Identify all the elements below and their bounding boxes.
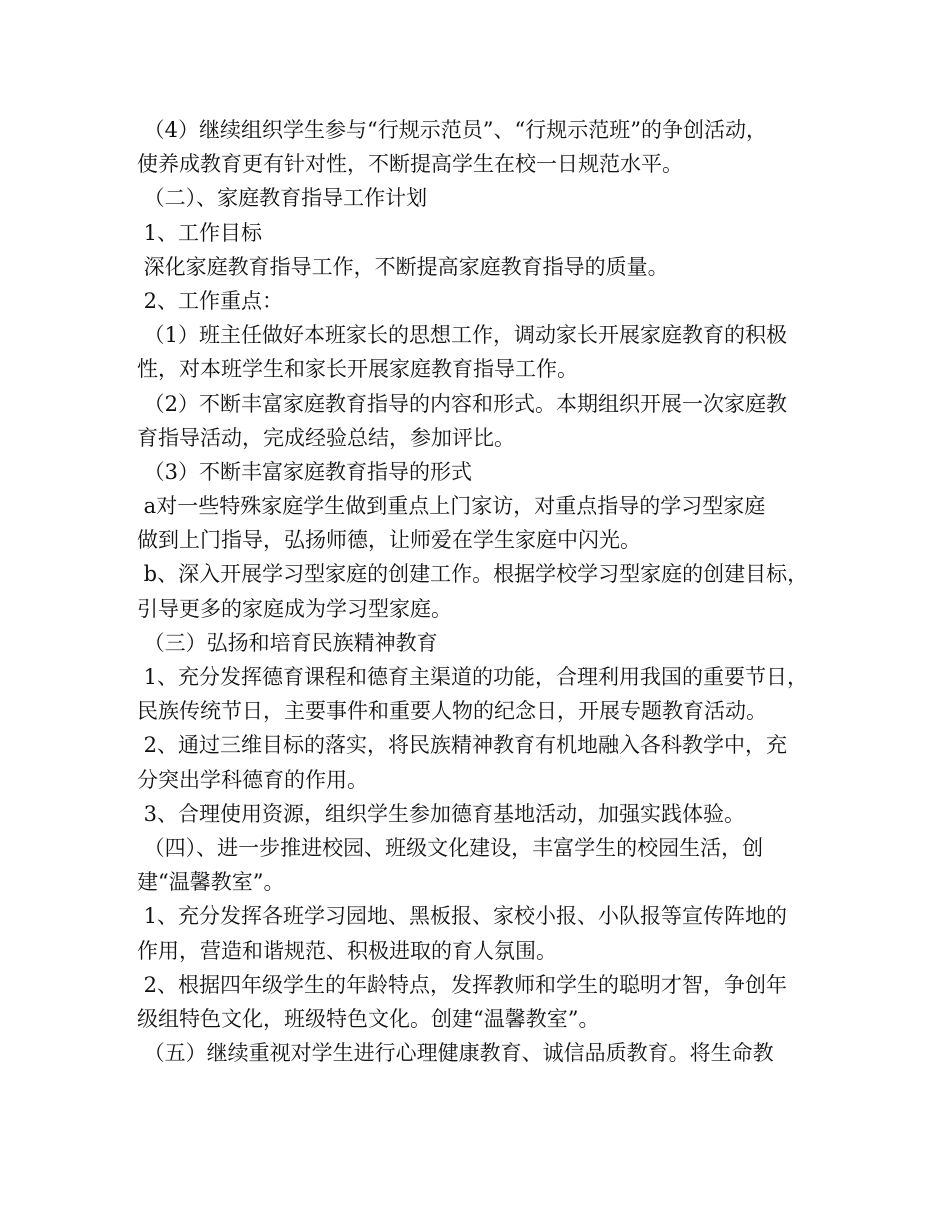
text-line: 建“温馨教室”。 [137, 870, 285, 895]
text-line: 2、根据四年级学生的年龄特点，发挥教师和学生的聪明才智，争创年 [137, 972, 788, 997]
text-line: （三）弘扬和培育民族精神教育 [137, 630, 438, 655]
text-line: 分突出学科德育的作用。 [137, 767, 368, 792]
text-line: （2）不断丰富家庭教育指导的内容和形式。本期组织开展一次家庭教 [137, 391, 788, 416]
text-line: 1、充分发挥各班学习园地、黑板报、家校小报、小队报等宣传阵地的 [137, 904, 788, 929]
text-line: 2、工作重点： [137, 288, 284, 313]
text-line: 3、合理使用资源，组织学生参加德育基地活动，加强实践体验。 [137, 801, 746, 826]
text-line: 2、通过三维目标的落实，将民族精神教育有机地融入各科教学中，充 [137, 733, 788, 758]
text-line: （3）不断丰富家庭教育指导的形式 [137, 459, 473, 484]
text-line: 1、充分发挥德育课程和德育主渠道的功能，合理利用我国的重要节日， [137, 665, 809, 689]
text-line: 1、工作目标 [137, 220, 263, 245]
text-line: （1）班主任做好本班家长的思想工作，调动家长开展家庭教育的积极 [137, 323, 788, 348]
text-line: 使养成教育更有针对性，不断提高学生在校一日规范水平。 [137, 152, 683, 177]
text-line: （4）继续组织学生参与“行规示范员”、“行规示范班”的争创活动， [137, 118, 767, 142]
document-body [137, 113, 837, 1070]
text-line: （五）继续重视对学生进行心理健康教育、诚信品质教育。将生命教 [137, 1041, 774, 1066]
text-line: 民族传统节日，主要事件和重要人物的纪念日，开展专题教育活动。 [137, 699, 767, 724]
text-line: a对一些特殊家庭学生做到重点上门家访，对重点指导的学习型家庭 [137, 494, 766, 519]
text-line: 深化家庭教育指导工作，不断提高家庭教育指导的质量。 [137, 254, 669, 279]
text-line: b、深入开展学习型家庭的创建工作。根据学校学习型家庭的创建目标， [137, 562, 809, 587]
text-line: （四）、进一步推进校园、班级文化建设，丰富学生的校园生活，创 [137, 835, 764, 860]
text-line: 引导更多的家庭成为学习型家庭。 [137, 596, 452, 621]
text-line: 级组特色文化，班级特色文化。创建“温馨教室”。 [137, 1006, 600, 1031]
text-line: （二）、家庭教育指导工作计划 [137, 186, 428, 211]
text-line: 性，对本班学生和家长开展家庭教育指导工作。 [137, 357, 578, 382]
text-line: 育指导活动，完成经验总结，参加评比。 [137, 425, 515, 450]
text-line: 作用，营造和谐规范、积极进取的育人氛围。 [137, 938, 557, 963]
text-line: 做到上门指导，弘扬师德，让师爱在学生家庭中闪光。 [137, 528, 641, 553]
